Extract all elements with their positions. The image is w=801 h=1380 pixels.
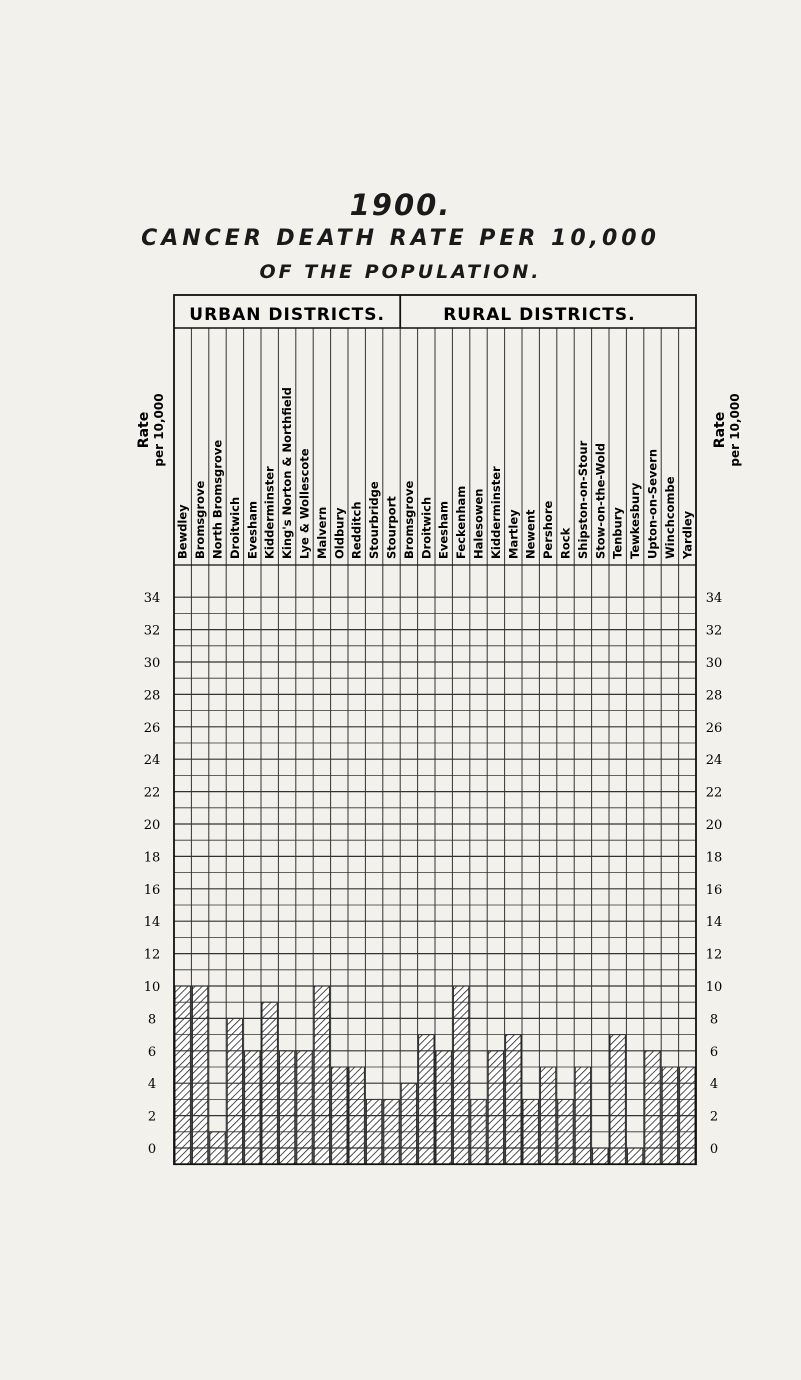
- y-tick-label-left: 12: [143, 947, 161, 963]
- chart-subtitle: OF THE POPULATION.: [259, 261, 542, 283]
- bar-tewkesbury: [627, 1148, 642, 1164]
- y-tick-label-left: 34: [143, 591, 161, 607]
- y-tick-label-right: 6: [709, 1044, 719, 1060]
- chart-title: CANCER DEATH RATE PER 10,000: [141, 226, 660, 251]
- y-tick-label-left: 10: [143, 980, 161, 995]
- y-tick-label-right: 14: [705, 915, 723, 931]
- bar-evesham: [245, 1051, 260, 1164]
- y-tick-label-right: 30: [705, 656, 723, 671]
- y-tick-label-right: 28: [705, 688, 723, 704]
- y-tick-label-left: 24: [143, 753, 161, 769]
- y-tick-label-left: 8: [147, 1012, 157, 1028]
- y-tick-label-left: 4: [147, 1077, 157, 1093]
- group-label: URBAN DISTRICTS.: [189, 305, 385, 325]
- group-label: RURAL DISTRICTS.: [443, 305, 636, 325]
- category-label: Newent: [523, 509, 538, 559]
- category-label: Shipston-on-Stour: [575, 440, 590, 559]
- bar-bromsgrove: [192, 986, 207, 1164]
- y-tick-label-right: 22: [705, 785, 723, 801]
- category-label: Stourport: [384, 496, 399, 559]
- y-axis-label-left: Rateper 10,000: [136, 393, 166, 467]
- y-tick-label-right: 4: [709, 1077, 719, 1093]
- category-label: Redditch: [349, 501, 364, 559]
- category-label: Winchcombe: [662, 476, 677, 559]
- y-tick-label-right: 10: [705, 980, 723, 995]
- bar-malvern: [314, 986, 329, 1164]
- y-axis-label-right: Rateper 10,000: [712, 393, 742, 467]
- category-label: Bromsgrove: [193, 480, 208, 559]
- category-label: Kidderminster: [488, 466, 503, 559]
- bar-king-s-norton-northfield: [279, 1051, 294, 1164]
- category-label: Oldbury: [332, 507, 347, 559]
- y-tick-label-right: 26: [705, 720, 723, 736]
- y-tick-label-left: 0: [147, 1142, 157, 1157]
- category-label: Lye & Wollescote: [297, 448, 312, 559]
- y-tick-label-left: 22: [143, 785, 161, 801]
- y-tick-label-right: 0: [709, 1142, 719, 1157]
- bar-bewdley: [175, 986, 190, 1164]
- category-label: Droitwich: [227, 496, 242, 559]
- category-label: Tewkesbury: [628, 482, 643, 559]
- category-label: Martley: [506, 509, 521, 559]
- bar-upton-on-severn: [645, 1051, 660, 1164]
- category-label: Tenbury: [610, 507, 625, 559]
- y-tick-label-left: 18: [143, 850, 161, 866]
- bar-bromsgrove: [401, 1083, 416, 1164]
- category-label: Malvern: [314, 506, 329, 559]
- y-tick-label-right: 16: [705, 882, 723, 898]
- y-tick-label-left: 2: [147, 1109, 157, 1125]
- category-label: Kidderminster: [262, 466, 277, 559]
- bar-feckenham: [453, 986, 468, 1164]
- category-label: King's Norton & Northfield: [280, 387, 295, 559]
- y-tick-label-left: 20: [143, 818, 161, 833]
- category-label: Feckenham: [454, 485, 469, 559]
- category-label: Pershore: [541, 500, 556, 559]
- y-tick-label-right: 24: [705, 753, 723, 769]
- category-label: Stourbridge: [367, 481, 382, 559]
- y-tick-label-left: 16: [143, 882, 161, 898]
- bar-stow-on-the-wold: [593, 1148, 608, 1164]
- y-tick-label-right: 32: [705, 623, 723, 639]
- category-label: Evesham: [245, 501, 260, 559]
- y-tick-label-left: 6: [147, 1044, 157, 1060]
- category-label: Halesowen: [471, 488, 486, 559]
- y-tick-label-left: 14: [143, 915, 161, 931]
- y-tick-label-right: 20: [705, 818, 723, 833]
- category-label: Upton-on-Severn: [645, 448, 660, 559]
- bar-kidderminster: [488, 1051, 503, 1164]
- y-tick-label-right: 8: [709, 1012, 719, 1028]
- category-label: Bewdley: [175, 504, 190, 559]
- bar-lye-wollescote: [297, 1051, 312, 1164]
- y-tick-label-left: 28: [143, 688, 161, 704]
- y-tick-label-left: 26: [143, 720, 161, 736]
- y-tick-label-right: 2: [709, 1109, 719, 1125]
- chart-title-year: 1900.: [349, 188, 452, 222]
- bar-droitwich: [227, 1018, 242, 1164]
- y-tick-label-right: 18: [705, 850, 723, 866]
- category-label: Droitwich: [419, 496, 434, 559]
- y-tick-label-left: 30: [143, 656, 161, 671]
- y-tick-label-right: 34: [705, 591, 723, 607]
- y-tick-label-left: 32: [143, 623, 161, 639]
- category-label: Rock: [558, 527, 573, 559]
- category-label: Yardley: [680, 510, 695, 559]
- category-label: North Bromsgrove: [210, 439, 225, 559]
- bar-evesham: [436, 1051, 451, 1164]
- category-label: Stow-on-the-Wold: [593, 442, 608, 559]
- category-label: Evesham: [436, 501, 451, 559]
- category-label: Bromsgrove: [401, 480, 416, 559]
- y-tick-label-right: 12: [705, 947, 723, 963]
